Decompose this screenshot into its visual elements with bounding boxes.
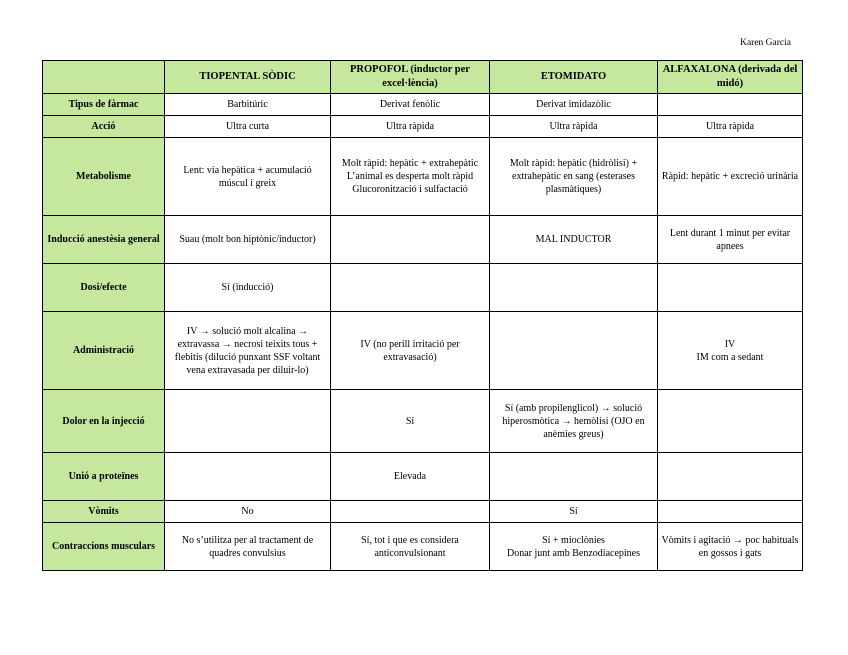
table-cell xyxy=(331,138,490,216)
header-col-tiopental: TIOPENTAL SÒDIC xyxy=(165,61,331,94)
table-cell: Elevada xyxy=(331,453,490,501)
row-label: Administració xyxy=(43,312,165,390)
row-label: Unió a proteïnes xyxy=(43,453,165,501)
table-cell: Lent: via hepàtica + acumulació múscul i greix xyxy=(165,138,331,216)
header-corner xyxy=(43,61,165,94)
table-cell: IV (no perill irritació per extravasació) xyxy=(331,312,490,390)
table-row xyxy=(43,312,803,390)
table-cell: IV → solució molt alcalina → extravassa → necrosi teixits tous + flebitis (dilució punxant SSF voltant vena extravasada per diluir-lo) xyxy=(165,312,331,390)
table-cell xyxy=(490,312,658,390)
table-cell xyxy=(658,312,803,390)
table-cell: Ultra ràpida xyxy=(331,116,490,138)
anesthetics-table xyxy=(42,60,803,571)
row-label: Tipus de fàrmac xyxy=(43,94,165,116)
header-col-etomidato: ETOMIDATO xyxy=(490,61,658,94)
table-cell xyxy=(331,264,490,312)
table-cell xyxy=(490,523,658,571)
table-cell xyxy=(331,501,490,523)
table-cell: Derivat imidazòlic xyxy=(490,94,658,116)
table-cell xyxy=(490,453,658,501)
table-cell: Vòmits i agitació → poc habituals en gossos i gats xyxy=(658,523,803,571)
table-cell xyxy=(165,453,331,501)
table-cell xyxy=(658,264,803,312)
row-label: Dosi/efecte xyxy=(43,264,165,312)
table-cell xyxy=(658,94,803,116)
table-row xyxy=(43,116,803,138)
row-label: Vòmits xyxy=(43,501,165,523)
table-cell: Suau (molt bon hiptònic/inductor) xyxy=(165,216,331,264)
table-cell: Lent durant 1 minut per evitar apnees xyxy=(658,216,803,264)
table-cell xyxy=(658,453,803,501)
table-cell xyxy=(490,264,658,312)
row-label: Acció xyxy=(43,116,165,138)
table-cell: No s’utilitza per al tractament de quadres convulsius xyxy=(165,523,331,571)
cell-text: IV IM com a sedant xyxy=(696,338,764,363)
cell-text: Molt ràpid: hepàtic + extrahepàtic L’animal es desperta molt ràpid Glucoronització i sulfactació xyxy=(341,158,479,195)
table-cell: MAL INDUCTOR xyxy=(490,216,658,264)
author-name: Karen Garcia xyxy=(740,38,791,48)
table-row xyxy=(43,138,803,216)
table-row xyxy=(43,501,803,523)
table-cell: Ultra curta xyxy=(165,116,331,138)
table-cell: Ràpid: hepàtic + excreció urinària xyxy=(658,138,803,216)
header-col-propofol: PROPOFOL (inductor per excel·lència) xyxy=(331,61,490,94)
table-cell xyxy=(331,216,490,264)
table-cell: Sí xyxy=(331,390,490,453)
table-cell xyxy=(165,390,331,453)
table-row xyxy=(43,523,803,571)
cell-text: Sí + mioclònies Donar junt amb Benzodiacepines xyxy=(506,534,640,559)
table-row xyxy=(43,264,803,312)
table-row xyxy=(43,216,803,264)
table-cell: Barbitúric xyxy=(165,94,331,116)
table-cell: Sí xyxy=(490,501,658,523)
table-cell xyxy=(658,390,803,453)
table-cell: Sí (inducció) xyxy=(165,264,331,312)
header-row xyxy=(43,61,803,94)
table-cell: Sí (amb propilenglicol) → solució hiperosmòtica → hemòlisi (OJO en anèmies greus) xyxy=(490,390,658,453)
table-cell: Ultra ràpida xyxy=(490,116,658,138)
table-row xyxy=(43,94,803,116)
table-cell: Molt ràpid: hepàtic (hidròlisi) + extrahepàtic en sang (esterases plasmàtiques) xyxy=(490,138,658,216)
row-label: Metabolisme xyxy=(43,138,165,216)
row-label: Dolor en la injecció xyxy=(43,390,165,453)
row-label: Contraccions musculars xyxy=(43,523,165,571)
table-row xyxy=(43,390,803,453)
table-cell: Sí, tot i que es considera anticonvulsionant xyxy=(331,523,490,571)
table-cell xyxy=(658,501,803,523)
table-cell: Derivat fenòlic xyxy=(331,94,490,116)
table-row xyxy=(43,453,803,501)
header-col-alfaxalona: ALFAXALONA (derivada del midó) xyxy=(658,61,803,94)
table-cell: Ultra ràpida xyxy=(658,116,803,138)
row-label: Inducció anestèsia general xyxy=(43,216,165,264)
table-cell: No xyxy=(165,501,331,523)
